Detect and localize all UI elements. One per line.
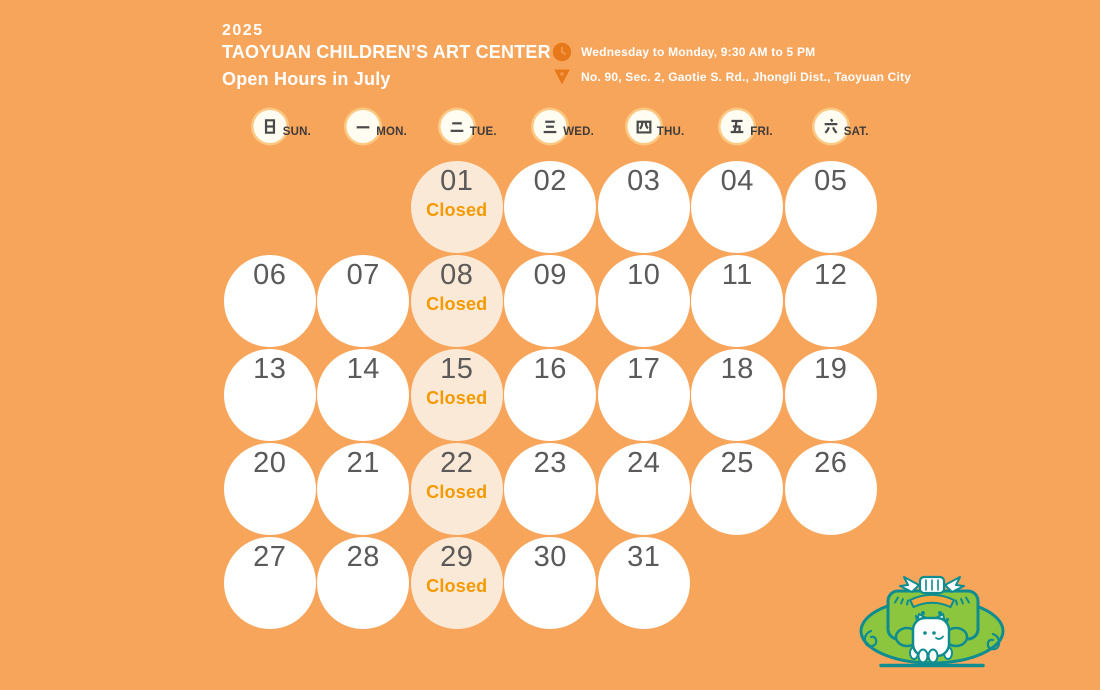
- info-block: [551, 40, 911, 90]
- weekday-zh-badge-sat: [814, 110, 847, 143]
- day-cell-11: [691, 255, 783, 347]
- weekday-label-sun: SUN.: [282, 126, 312, 138]
- day-number: 20: [253, 447, 287, 479]
- weekday-label-wed: WED.: [563, 126, 595, 138]
- weekday-header-sun: [223, 110, 317, 150]
- day-cell-16: [504, 349, 596, 441]
- day-cell-23: [504, 443, 596, 535]
- address-text: No. 90, Sec. 2, Gaotie S. Rd., Jhongli Dist., Taoyuan City: [581, 69, 912, 84]
- day-number: 02: [533, 165, 567, 197]
- day-number: 22: [440, 447, 474, 479]
- day-cell-27: [224, 537, 316, 629]
- day-number: 14: [346, 353, 380, 385]
- day-number: 13: [253, 353, 287, 385]
- day-cell-25: [691, 443, 783, 535]
- subtitle: Open Hours in July: [222, 69, 391, 89]
- weekday-zh-badge-wed: [534, 110, 567, 143]
- weekday-label-thu: THU.: [656, 126, 685, 138]
- closed-label: Closed: [426, 200, 488, 220]
- day-number: 18: [720, 353, 754, 385]
- clock-circle-icon: [551, 41, 573, 63]
- day-cell-26: [785, 443, 877, 535]
- day-cell-14: [317, 349, 409, 441]
- weekday-zh-badge-fri: [721, 110, 754, 143]
- closed-label: Closed: [426, 294, 488, 314]
- day-cell-06: [224, 255, 316, 347]
- calendar-grid: [223, 160, 878, 630]
- closed-label: Closed: [426, 482, 488, 502]
- day-cell-13: [224, 349, 316, 441]
- weekday-header-tue: [410, 110, 504, 150]
- header: [222, 21, 551, 90]
- day-number: 29: [440, 541, 474, 573]
- day-number: 07: [346, 259, 380, 291]
- day-number: 11: [721, 259, 753, 291]
- day-cell-09: [504, 255, 596, 347]
- day-number: 15: [440, 353, 474, 385]
- closed-label: Closed: [426, 576, 488, 596]
- day-number: 08: [440, 259, 474, 291]
- day-number: 19: [814, 353, 848, 385]
- day-number: 31: [627, 541, 661, 573]
- day-cell-02: [504, 161, 596, 253]
- day-cell-08-closed: [411, 255, 503, 347]
- weekday-header-wed: [504, 110, 598, 150]
- day-cell-04: [691, 161, 783, 253]
- weekday-zh-badge-thu: [627, 110, 660, 143]
- weekday-zh-badge-sun: [253, 110, 286, 143]
- day-cell-05: [785, 161, 877, 253]
- day-cell-03: [598, 161, 690, 253]
- location-pin-icon: [551, 66, 573, 88]
- day-number: 12: [814, 259, 848, 291]
- year-label: 2025: [222, 22, 264, 39]
- weekday-header-mon: [317, 110, 411, 150]
- day-number: 16: [533, 353, 567, 385]
- weekday-header-thu: [597, 110, 691, 150]
- day-cell-12: [785, 255, 877, 347]
- day-number: 27: [253, 541, 287, 573]
- day-cell-17: [598, 349, 690, 441]
- weekday-zh-badge-mon: [347, 110, 380, 143]
- address-row: [551, 65, 911, 88]
- day-cell-22-closed: [411, 443, 503, 535]
- weekday-label-fri: FRI.: [750, 126, 773, 138]
- day-number: 06: [253, 259, 287, 291]
- weekday-header-fri: [691, 110, 785, 150]
- page-title: TAOYUAN CHILDREN’S ART CENTER: [222, 42, 551, 62]
- weekday-label-sat: SAT.: [843, 126, 869, 138]
- day-number: 23: [533, 447, 567, 479]
- day-number: 10: [627, 259, 661, 291]
- day-cell-19: [785, 349, 877, 441]
- closed-label: Closed: [426, 388, 488, 408]
- day-number: 25: [720, 447, 754, 479]
- hours-text: Wednesday to Monday, 9:30 AM to 5 PM: [581, 44, 816, 59]
- day-number: 01: [440, 165, 474, 197]
- day-number: 17: [627, 353, 661, 385]
- day-number: 04: [720, 165, 754, 197]
- day-number: 09: [533, 259, 567, 291]
- day-cell-15-closed: [411, 349, 503, 441]
- day-cell-10: [598, 255, 690, 347]
- day-cell-28: [317, 537, 409, 629]
- day-number: 21: [346, 447, 380, 479]
- weekday-zh-badge-tue: [440, 110, 473, 143]
- weekday-label-tue: TUE.: [469, 126, 497, 138]
- day-cell-24: [598, 443, 690, 535]
- day-cell-01-closed: [411, 161, 503, 253]
- day-cell-20: [224, 443, 316, 535]
- day-cell-31: [598, 537, 690, 629]
- weekday-label-mon: MON.: [376, 126, 408, 138]
- day-number: 26: [814, 447, 848, 479]
- day-cell-07: [317, 255, 409, 347]
- day-cell-30: [504, 537, 596, 629]
- day-cell-18: [691, 349, 783, 441]
- day-number: 24: [627, 447, 661, 479]
- hours-row: [551, 40, 911, 63]
- taoyuan-mascot-illustration: [855, 574, 1009, 670]
- day-number: 03: [627, 165, 661, 197]
- weekday-header-row: [223, 110, 878, 150]
- day-cell-21: [317, 443, 409, 535]
- day-cell-29-closed: [411, 537, 503, 629]
- day-number: 05: [814, 165, 848, 197]
- weekday-header-sat: [784, 110, 878, 150]
- day-number: 28: [346, 541, 380, 573]
- day-number: 30: [533, 541, 567, 573]
